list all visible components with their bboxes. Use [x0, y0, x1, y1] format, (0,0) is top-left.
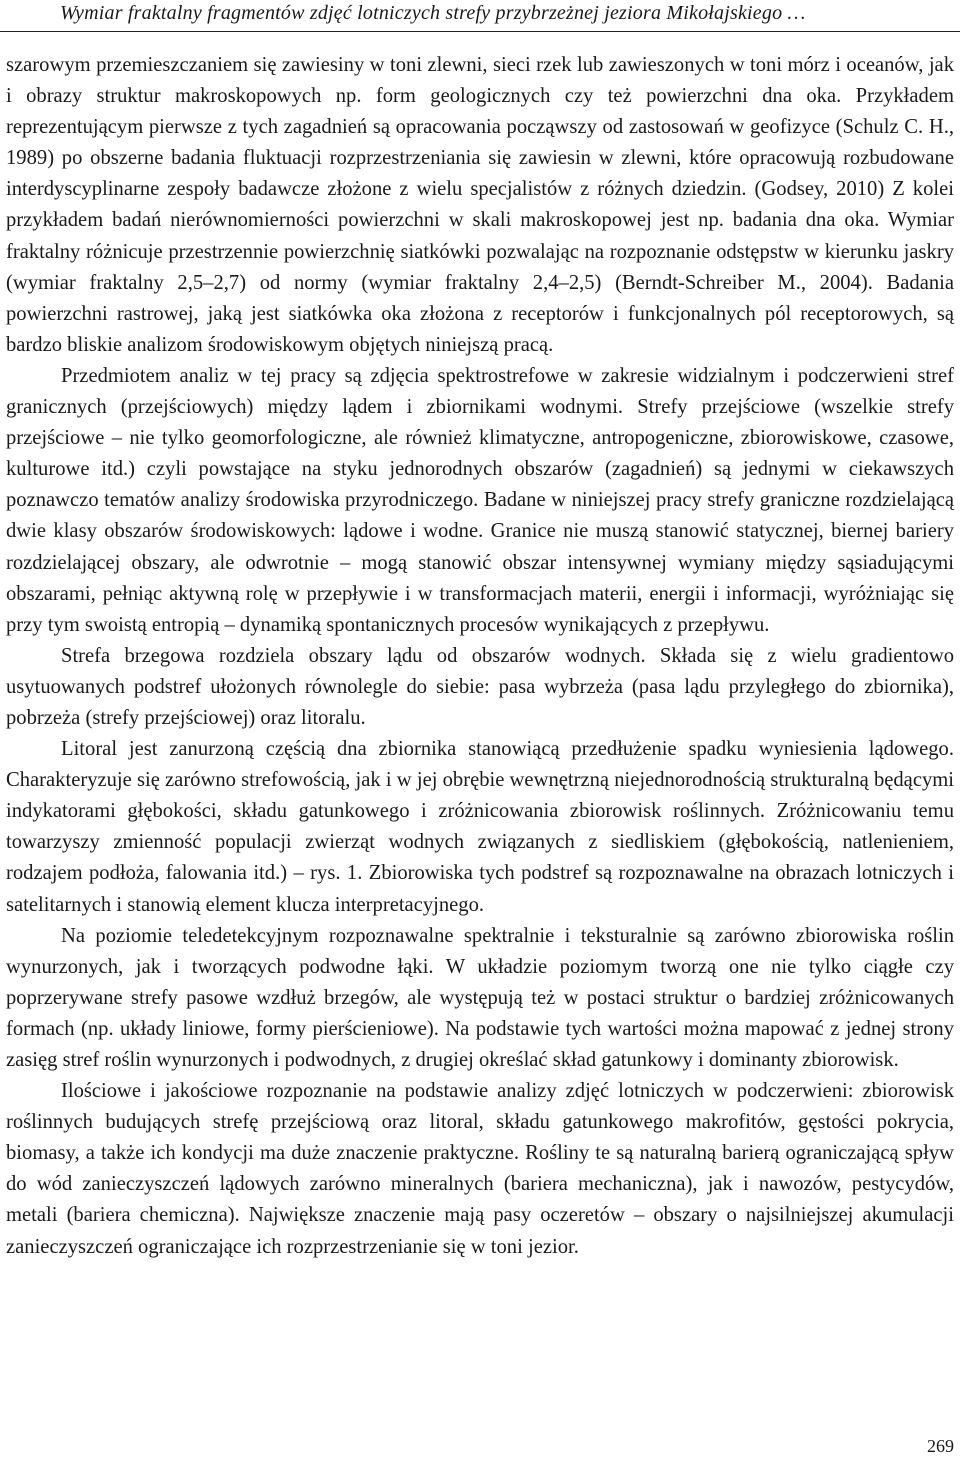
body-text — [6, 50, 954, 1263]
running-header — [0, 0, 960, 32]
paragraph: Strefa brzegowa rozdziela obszary lądu od obszarów wodnych. Składa się z wielu gradientowo usytuowanych podstref ułożonych równolegle do siebie: pasa wybrzeża (pasa lądu przyległego do zbiornika), pobrzeża (strefy przejściowej) oraz litoralu. — [6, 644, 954, 729]
paragraph-continuation: szarowym przemieszczaniem się zawiesiny w toni zlewni, sieci rzek lub zawieszonych w toni mórz i oceanów, jak i obrazy struktur makroskopowych np. form geologicznych czy też powierzchni dna oka. Przykładem reprezentującym pierwsze z tych zagadnień są opracowania począwszy od zastosowań w geofizyce (Schulz C. H., 1989) po obszerne badania fluktuacji rozprzestrzeniania się zawiesin w zlewni, które opracowują rozbudowane interdyscyplinarne zespoły badawcze złożone z wielu specjalistów z różnych dziedzin. (Godsey, 2010) Z kolei przykładem badań nierównomierności powierzchni w skali makroskopowej jest np. badania dna oka. Wymiar fraktalny różnicuje przestrzennie powierzchnię siatkówki pozwalając na rozpoznanie odstępstw w kierunku jaskry (wymiar fraktalny 2,5–2,7) od normy (wymiar fraktalny 2,4–2,5) (Berndt-Schreiber M., 2004). Badania powierzchni rastrowej, jaką jest siatkówka oka złożona z receptorów i funkcjonalnych pól receptorowych, są bardzo bliskie analizom środowiskowym objętych niniejszą pracą. — [6, 54, 954, 356]
running-title: Wymiar fraktalny fragmentów zdjęć lotniczych strefy przybrzeżnej jeziora Mikołajskiego … — [60, 2, 806, 24]
paragraph: Litoral jest zanurzoną częścią dna zbiornika stanowiącą przedłużenie spadku wyniesienia lądowego. Charakteryzuje się zarówno strefowością, jak i w jej obrębie wewnętrzną niejednorodnością strukturalną będącymi indykatorami głębokości, składu gatunkowego i zróżnicowania zbiorowisk roślinnych. Zróżnicowaniu temu towarzyszy zmienność populacji zwierząt wodnych związanych z siedliskiem (głębokością, natlenieniem, rodzajem podłoża, falowania itd.) – rys. 1. Zbiorowiska tych podstref są rozpoznawalne na obrazach lotniczych i satelitarnych i stanowią element klucza interpretacyjnego. — [6, 738, 954, 916]
page-number: 269 — [927, 1436, 954, 1456]
paragraph: Ilościowe i jakościowe rozpoznanie na podstawie analizy zdjęć lotniczych w podczerwieni: zbiorowisk roślinnych budujących strefę przejściową oraz litoral, składu gatunkowego makrofitów, gęstości pokrycia, biomasy, a także ich kondycji ma duże znaczenie praktyczne. Rośliny te są naturalną barierą ograniczającą spływ do wód zanieczyszczeń lądowych zarówno mineralnych (bariera mechaniczna), jak i nawozów, pestycydów, metali (bariera chemiczna). Największe znaczenie mają pasy oczeretów – obszary o najsilniejszej akumulacji zanieczyszczeń ograniczające ich rozprzestrzenianie się w toni jezior. — [6, 1080, 954, 1258]
paragraph: Przedmiotem analiz w tej pracy są zdjęcia spektrostrefowe w zakresie widzialnym i podczerwieni stref granicznych (przejściowych) między lądem i zbiornikami wodnymi. Strefy przejściowe (wszelkie strefy przejściowe – nie tylko geomorfologiczne, ale również klimatyczne, antropogeniczne, zbiorowiskowe, czasowe, kulturowe itd.) czyli powstające na styku jednorodnych obszarów (zagadnień) są jednymi w ciekawszych poznawczo tematów analizy środowiska przyrodniczego. Badane w niniejszej pracy strefy graniczne rozdzielającą dwie klasy obszarów środowiskowych: lądowe i wodne. Granice nie muszą stanowić statycznej, biernej bariery rozdzielającej obszary, ale odwrotnie – mogą stanowić obszar intensywnej wymiany między sąsiadującymi obszarami, pełniąc aktywną rolę w przepływie i w transformacjach materii, energii i informacji, wyróżniając się przy tym swoistą entropią – dynamiką spontanicznych procesów wynikających z przepływu. — [6, 364, 954, 636]
paragraph: Na poziomie teledetekcyjnym rozpoznawalne spektralnie i teksturalnie są zarówno zbiorowiska roślin wynurzonych, jak i tworzących podwodne łąki. W układzie poziomym tworzą one nie tylko ciągłe czy poprzerywane strefy pasowe wzdłuż brzegów, ale występują też w postaci struktur o bardziej zróżnicowanych formach (np. układy liniowe, formy pierścieniowe). Na podstawie tych wartości można mapować z jednej strony zasięg stref roślin wynurzonych i podwodnych, z drugiej określać skład gatunkowy i dominanty zbiorowisk. — [6, 924, 954, 1071]
